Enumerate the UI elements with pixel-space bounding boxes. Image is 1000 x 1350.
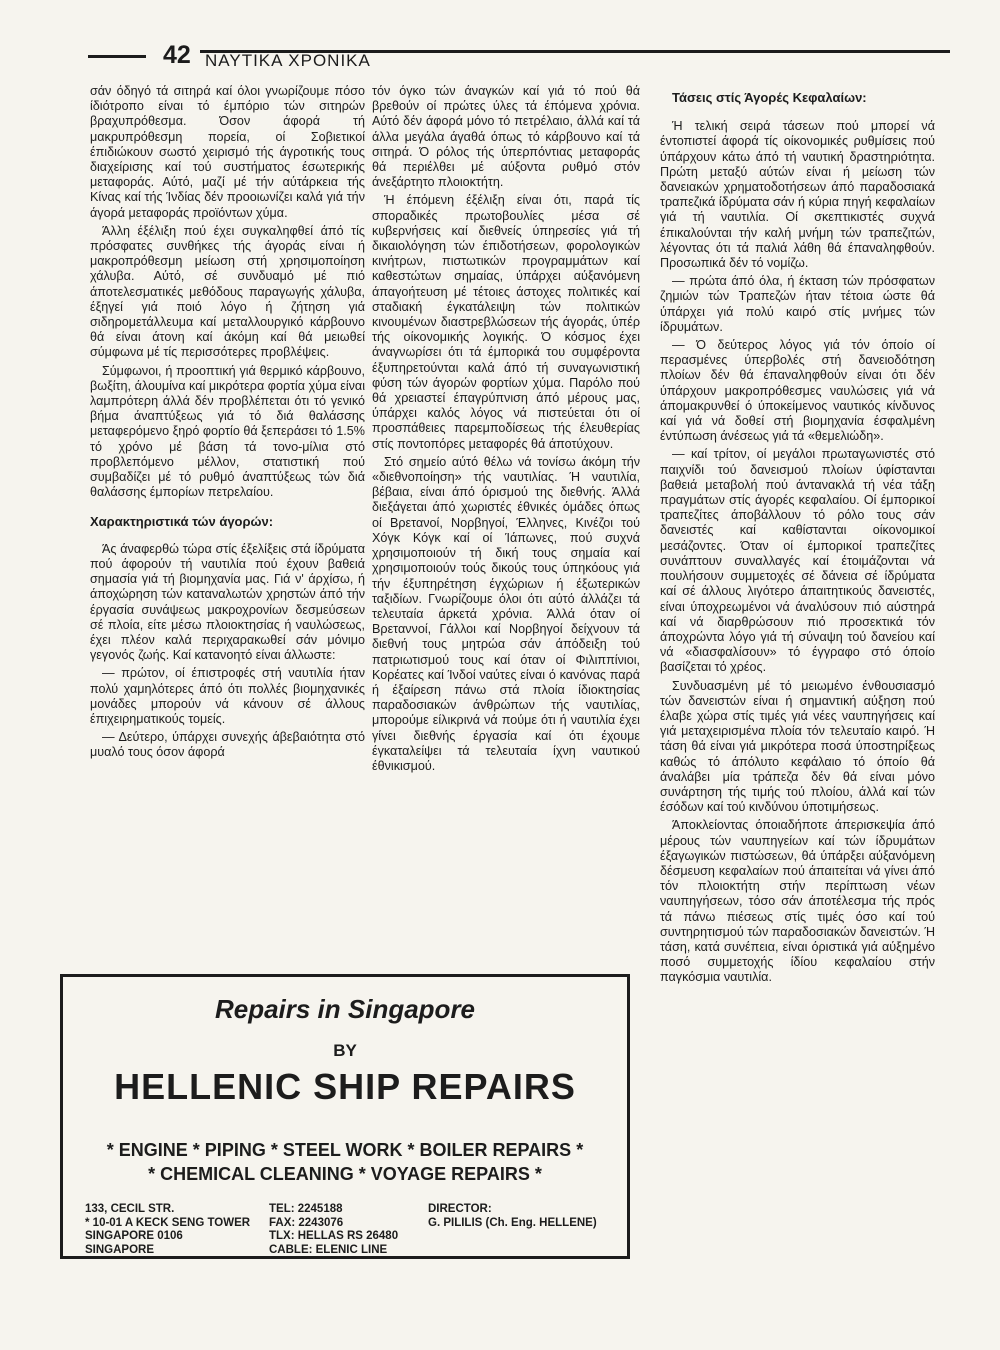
ad-address-line: SINGAPORE 0106	[85, 1230, 183, 1243]
paragraph: Ή τελική σειρά τάσεων πού μπορεί νά έντοπιστεί άφορά τίς οίκονομικές ρυθμίσεις πού ύπάρχουν κάτω άπό τή ναυτική δραστηριότητα. Πρώτη μεταξύ αύτών είναι ή μείωση τών δανειακών χρηματοδοτήσεων άπό παραδοσιακά τραπεζικά ίδρύματα σάν ή κύρια πηγή κεφαλαίων γιά τή ναυτιλία. Οί σκεπτικιστές συχνά έπικαλούνται τήν καλή μνήμη τών τραπεζιτών, λέγοντας ότι τά παλιά λάθη θά έπαναληφθούν. Προσωπικά δέν τό νομίζω.	[660, 119, 935, 271]
paragraph: σάν όδηγό τά σιτηρά καί όλοι γνωρίζουμε πόσο ίδιότροπο είναι τό έμπόριο τών σιτηρών βραχυπρόθεσμα. Όσον άφορά τή μακρυπρόθεσμη πορεία, οί Σοβιετικοί έπιδιώκουν σωστό χειρισμό τής άγροτικής τους διαχείρισης καί τού συστήματος έσωτερικής μεταφοράς. Αύτό, μαζί μέ τήν αύτάρκεια τής Κίνας καί τής Ίνδίας δέν προοιωνίζει καλά γιά τήν άγορά μεταφοράς προϊόντων χύμα.	[90, 84, 365, 220]
paragraph: Άποκλείοντας όποιαδήποτε άπερισκεψία άπό μέρους τών ναυπηγείων καί τών ίδρυμάτων έξαγωγικών πιστώσεων, θά ύπάρξει αύξανόμενη δέσμευση κεφαλαίων πού άπαιτείται νά γίνει άπό τόν πλοιοκτήτη στήν περίπτωση νέων ναυπηγήσεων, τόσο σάν άποτέλεσμα τής πρός τά πάνω πιέσεως στίς τιμές όσο καί τού συντηρητισμού τών παραδοσιακών δανειστών. Ή τάση, κατά συνέπεια, είναι όριστικά γιά αύξημένο ποσό συμμετοχής ίδίου κεφαλαίου στήν παγκόσμια ναυτιλία.	[660, 818, 935, 985]
ad-services-line: * CHEMICAL CLEANING * VOYAGE REPAIRS *	[148, 1164, 542, 1184]
section-heading: Χαρακτηριστικά τών άγορών:	[90, 514, 274, 530]
paragraph: Άς άναφερθώ τώρα στίς έξελίξεις στά ίδρύματα πού άφορούν τή ναυτιλία πού έχουν βαθειά σημασία γιά τή βιομηχανία μας. Γιά ν' άρχίσω, ή άποχώρηση τών καταναλωτών χρηστών άπό τήν έργασία συνάψεως μακροχρονίων δεσμεύσεων σέ πλοία, είτε μέσω πλοιοκτησίας ή ναυλώσεως, έχει πλέον καλά περιχαρακωθεί σάν μόνιμο γεγονός ζωής. Καί κατανοητό είναι άλλωστε:	[90, 541, 365, 663]
paragraph: — καί τρίτον, οί μεγάλοι πρωταγωνιστές στό παιχνίδι τού δανεισμού πλοίων ύφίστανται βαθειά μεταβολή πού άντανακλά τή νέα τάξη πραγμάτων στίς άγορές κεφαλαίου. Οί έμπορικοί τραπεζίτες άποβάλλουν τό ρόλο τους σάν δανειστές καί καθίστανται οίκονομικοί μεσάζοντες. Όταν οί έμπορικοί τραπεζίτες συνάπτουν συναλλαγές καί έτοιμάζονται νά πουλήσουν συμμετοχές σέ δάνεια σέ ίδρύματα καί σέ άλλους λιγότερο άπαιτητικούς δανειστές, είναι ύποχρεωμένοι νά άναλύσουν πιό αύστηρά καί νά διαρθρώσουν πιό προσεκτικά τόν άποχρώντα λόγο γιά τή σύναψη τού δανείου καί νά «διασφαλίσουν» τό έγγραφο στό όποίο βασίζεται τό χρέος.	[660, 447, 935, 675]
header-rule-left	[88, 55, 146, 58]
publication-title: ΝΑΥΤΙΚΑ ΧΡΟΝΙΚΑ	[205, 51, 371, 70]
ad-address-line: 133, CECIL STR.	[85, 1203, 175, 1215]
ad-address	[85, 1203, 250, 1257]
ad-services	[63, 1138, 627, 1186]
ad-services-line: * ENGINE * PIPING * STEEL WORK * BOILER REPAIRS *	[106, 1140, 584, 1160]
ad-contact-line: FAX: 2243076	[269, 1216, 344, 1229]
advertisement-box	[60, 974, 630, 1259]
paragraph: Άλλη έξέλιξη πού έχει συγκαληφθεί άπό τίς πρόσφατες συνθήκες τής άγοράς είναι ή μακροπρόθεσμη μείωση στή χρησιμοποίηση χάλυβα. Αύτό, σέ συνδυαμό μέ πιό άποτελεσματικές μεθόδους παραγωγής χάλυβα, έξηγεί γιά ποιό λόγο ή ζήτηση γιά σιδηρομετάλλευμα καί μεταλλουργικό κάρβουνο θά είναι άτονη καί άκόμη καί θά μειωθεί σύμφωνα μέ τίς περισσότερες προβλέψεις.	[90, 223, 365, 360]
paragraph: τόν όγκο τών άναγκών καί γιά τό πού θά βρεθούν οί πρώτες ύλες τά έπόμενα χρόνια. Αύτό δέν άφορά μόνο τό πετρέλαιο, άλλά καί τά άλλα μεγάλα άγαθά όπως τό κάρβουνο καί τά σιτηρά. Ό ρόλος τής ύπερπόντιας μεταφοράς θά περιέλθει μέ αύξοντα ρυθμό στόν άνεξάρτητο πλοιοκτήτη.	[372, 84, 640, 190]
paragraph: Ή έπόμενη έξέλιξη είναι ότι, παρά τίς σποραδικές πρωτοβουλίες μέσα σέ κυβερνήσεις καί διεθνείς ύπηρεσίες γιά τή δικαιολόγηση τών έπιδοτήσεων, φορολογικών κινήτρων, πιστωτικών προγραμμάτων καί καθεστώτων σημαίας, ύπάρχει αύξανόμενη άπαγοήτευση μέ τέτοιες άστοχες πολιτικές καί σταδιακή έγκατάλειψη τών πολιτικών κινουμένων διαστρεβλώσεων τής άγοράς, ύπέρ τής οίκονομικής λογικής. Ό κόσμος έχει άναγνωρίσει ότι τά έμπορικά του συμφέροντα έξυπηρετούνται καλά άπό τή συναγωνιστική φύση τών άγορών φορτίων χύμα. Παρόλο πού θά χρειαστεί έπαγρύπνιση άπό μέρους μας, ύπάρχει καλός λόγος νά πιστεύεται ότι οί προσπάθειες παρεμποδίσεως τής έλευθερίας στίς ποντοπόρες μεταφορές θά άποτύχουν.	[372, 193, 640, 451]
page-header	[88, 42, 950, 72]
ad-contact-line: CABLE: ELENIC LINE	[269, 1243, 388, 1256]
ad-director	[428, 1203, 597, 1230]
article-column-1	[90, 84, 365, 764]
paragraph: Συνδυασμένη μέ τό μειωμένο ένθουσιασμό τών δανειστών είναι ή σημαντική αύξηση πού έλαβε χώρα στίς τιμές γιά νέες ναυπηγήσεις καί γιά μεταχειρισμένα πλοία τόν τελευταίο καιρό. Ή τάση θά είναι γιά μικρότερα ποσά ύποστηρίξεως καθώς τό άπόλυτο κεφάλαιο τό όποίο θά άναλάβει μία τράπεζα δέν θά είναι μόνο συνάρτηση τής τιμής τού πλοίου, άλλά καί τών έσόδων καί τού κινδύνου ύποτιμήσεως.	[660, 678, 935, 815]
ad-address-line: * 10-01 A KECK SENG TOWER	[85, 1216, 251, 1229]
ad-contact-line: TEL: 2245188	[269, 1203, 343, 1215]
ad-title: Repairs in Singapore	[214, 994, 476, 1024]
paragraph: Στό σημείο αύτό θέλω νά τονίσω άκόμη τήν «διεθνοποίηση» τής ναυτιλίας. Ή ναυτιλία, βέβαια, είναι άπό όρισμού της διεθνής. Άλλά διεξάγεται άπό χωριστές έθνικές όμάδες όπως οί Βρετανοί, Νορβηγοί, Έλληνες, Κινέζοι τού Χόγκ Κόγκ καί οί Ίάπωνες, πού συχνά χρησιμοποιούν τή δική τους σημαία καί χρησιμοποιούν τούς δικούς τους ύπηκόους γιά τήν έξυπηρέτηση έγχώριων ή έξωτερικών ταξιδίων. Γνωρίζουμε όλοι ότι αύτό άλλάζει τά τελευταία άρκετά χρόνια. Άλλά όταν οί Βρεταννοί, Γάλλοι καί Νορβηγοί δείχνουν τά διεθνή τους μητρώα σάν άπόδειξη τού πατριωτισμού τους καί όταν οί Φιλιππίνιοι, Κορέατες καί Ίνδοί ναύτες είναι ό κανόνας παρά ή έξαίρεση πάνω στά πλοία ίδιοκτησίας παραδοσιακών άνθρώπων τής ναυτιλίας, μπορούμε είλικρινά νά πούμε ότι ή ναυτιλία έχει γίνει διεθνής έργασία καί ότι έχουμε έγκαταλείψει τά τελευταία ίχνη ναυτικού έθνικισμού.	[372, 454, 640, 773]
page-number: 42	[163, 41, 191, 69]
ad-address-line: SINGAPORE	[85, 1243, 155, 1256]
paragraph: — πρώτον, οί έπιστροφές στή ναυτιλία ήταν πολύ χαμηλότερες άπό ότι πολλές βιομηχανικές μονάδες μπορούν νά κάνουν σέ άλλους έπιχειρηματικούς τομείς.	[90, 666, 365, 726]
ad-company-name: HELLENIC SHIP REPAIRS	[114, 1066, 576, 1107]
section-heading: Τάσεις στίς Άγορές Κεφαλαίων:	[672, 90, 867, 105]
paragraph: — Ό δεύτερος λόγος γιά τόν όποίο οί περασμένες ύπερβολές στή δανειοδότηση πλοίων δέν θά έπαναληφθούν είναι ότι δέν ύπάρχουν μακροπρόθεσμες ναυλώσεις γιά νά άπομακρυνθεί ό ύποκείμενος ναυτικός κίνδυνος καί γιά νά δοθεί στή βιομηχανία έσφαλμένη έντύπωση άνέσεως γιά τά «θεμελιώδη».	[660, 338, 935, 444]
ad-director-label: DIRECTOR:	[428, 1203, 492, 1215]
article-column-2	[372, 84, 640, 777]
article-column-3	[660, 84, 935, 989]
paragraph: — Δεύτερο, ύπάρχει συνεχής άβεβαιότητα στό μυαλό τους όσον άφορά	[90, 730, 365, 760]
paragraph: Σύμφωνοι, ή προοπτική γιά θερμικό κάρβουνο, βωξίτη, άλουμίνα καί μικρότερα φορτία χύμα είναι λαμπρότερη άλλά δέν προβλέπεται ότι τό γενικό βήμα άναπτύξεως γιά τό διά θαλάσσης μεταφερόμενο ξηρό φορτίο θά ξεπεράσει τό 1.5% τό χρόνο μέ βάση τά τονο-μίλια στό προβλεπόμενο μέλλον, στατιστική πού συμβαδίζει μέ τό ρυθμό άναπτύξεως τών διά θαλάσσης έμπορίων πετρελαίου.	[90, 363, 365, 500]
ad-director-name: G. PILILIS (Ch. Eng. HELLENE)	[428, 1216, 597, 1229]
paragraph: — πρώτα άπό όλα, ή έκταση τών πρόσφατων ζημιών τών Τραπεζών ήταν τέτοια ώστε θά ύπάρχει γιά πολύ καιρό στίς μνήμες τών ίδρυμάτων.	[660, 274, 935, 334]
ad-contact-line: TLX: HELLAS RS 26480	[269, 1230, 399, 1243]
ad-by: BY	[333, 1041, 357, 1060]
ad-contact	[269, 1203, 398, 1257]
